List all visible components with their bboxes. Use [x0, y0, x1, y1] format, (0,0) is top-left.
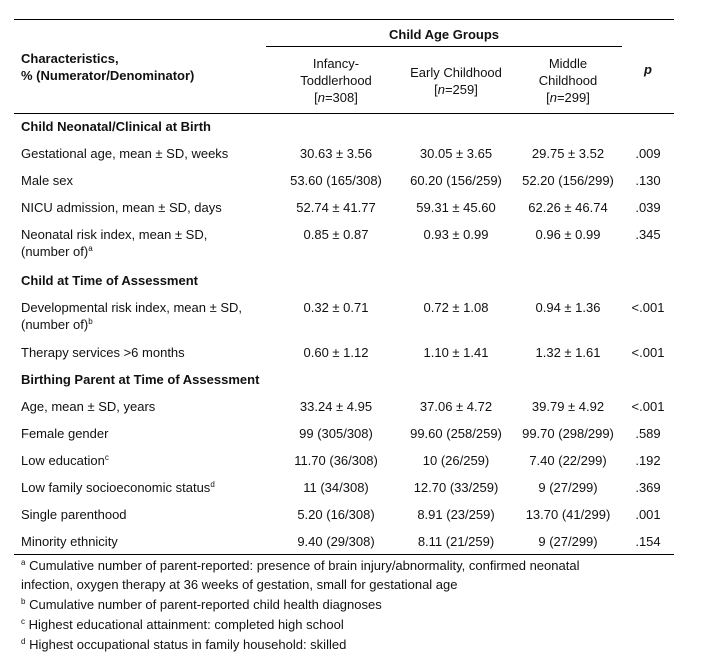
col1-line1: Infancy-	[312, 56, 360, 71]
col-header-middle	[512, 55, 624, 106]
cell-early: 8.91 (23/259)	[417, 507, 495, 522]
cell-middle: 9 (27/299)	[538, 534, 598, 549]
col3-line1: Middle	[548, 56, 588, 71]
row-label: Male sex	[21, 173, 74, 188]
group-title: Child Age Groups	[388, 27, 500, 42]
cell-p: .369	[635, 480, 661, 495]
cell-early: 0.93 ± 0.99	[423, 227, 489, 242]
cell-middle: 0.94 ± 1.36	[535, 300, 601, 315]
row-label: Low education$^c$	[21, 453, 109, 468]
cell-infancy: 99 (305/308)	[299, 426, 373, 441]
cell-p: .039	[635, 200, 661, 215]
table-bottom-rule	[14, 554, 674, 555]
cell-p: .192	[635, 453, 661, 468]
cell-early: 10 (26/259)	[422, 453, 490, 468]
cell-middle: 7.40 (22/299)	[529, 453, 607, 468]
row-label: NICU admission, mean ± SD, days	[21, 200, 222, 215]
cell-early: 30.05 ± 3.65	[419, 146, 493, 161]
row-label: Neonatal risk index, mean ± SD,	[21, 227, 208, 242]
section-assessment: Child at Time of Assessment	[21, 273, 198, 288]
cell-early: 12.70 (33/259)	[413, 480, 499, 495]
cell-middle: 52.20 (156/299)	[522, 173, 614, 188]
col1-line2: Toddlerhood	[300, 73, 372, 88]
cell-p: .001	[635, 507, 661, 522]
cell-middle: 39.79 ± 4.92	[531, 399, 605, 414]
cell-p: <.001	[631, 399, 665, 414]
cell-infancy: 0.32 ± 0.71	[303, 300, 369, 315]
cell-infancy: 9.40 (29/308)	[297, 534, 375, 549]
row-label: Single parenthood	[21, 507, 127, 522]
characteristics-label: Characteristics,	[21, 51, 119, 66]
footnote-c: $^c$ Highest educational attainment: completed high school	[21, 617, 344, 632]
cell-infancy: 11 (34/308)	[303, 480, 369, 495]
cell-early: 37.06 ± 4.72	[419, 399, 493, 414]
row-label: Therapy services >6 months	[21, 345, 185, 360]
cell-infancy: 0.85 ± 0.87	[303, 227, 369, 242]
footnote-a: $^a$ Cumulative number of parent-reported: presence of brain injury/abnormality, confirmed neonatal	[21, 558, 580, 573]
row-label: Low family socioeconomic status$^d$	[21, 480, 215, 495]
cell-early: 8.11 (21/259)	[417, 534, 495, 549]
cell-p: .589	[635, 426, 661, 441]
cell-middle: 9 (27/299)	[538, 480, 598, 495]
cell-p: .130	[635, 173, 661, 188]
col3-line2: Childhood	[538, 73, 598, 88]
section-neonatal: Child Neonatal/Clinical at Birth	[21, 119, 211, 134]
row-label: Gestational age, mean ± SD, weeks	[21, 146, 229, 161]
characteristics-sublabel: % (Numerator/Denominator)	[21, 68, 195, 83]
section-parent: Birthing Parent at Time of Assessment	[21, 372, 260, 387]
cell-middle: 62.26 ± 46.74	[528, 200, 608, 215]
row-label-cont: (number of)$^a$	[21, 244, 93, 259]
footnote-d: $^d$ Highest occupational status in family household: skilled	[21, 637, 347, 652]
cell-early: 59.31 ± 45.60	[416, 200, 496, 215]
cell-middle: 0.96 ± 0.99	[535, 227, 601, 242]
cell-middle: 1.32 ± 1.61	[535, 345, 601, 360]
cell-infancy: 52.74 ± 41.77	[296, 200, 376, 215]
cell-infancy: 11.70 (36/308)	[294, 453, 378, 468]
cell-infancy: 5.20 (16/308)	[297, 507, 375, 522]
footnote-b: $^b$ Cumulative number of parent-reported child health diagnoses	[21, 597, 382, 612]
p-header: p	[644, 62, 652, 77]
cell-p: .154	[635, 534, 661, 549]
cell-infancy: 30.63 ± 3.56	[299, 146, 373, 161]
cell-p: .345	[635, 227, 661, 242]
cell-early: 99.60 (258/259)	[410, 426, 502, 441]
col-header-infancy	[266, 55, 406, 106]
cell-early: 1.10 ± 1.41	[423, 345, 489, 360]
cell-infancy: 33.24 ± 4.95	[299, 399, 373, 414]
cell-infancy: 53.60 (165/308)	[290, 173, 382, 188]
col2-line1: Early Childhood	[410, 65, 502, 80]
group-header-rule	[266, 46, 622, 47]
cell-early: 60.20 (156/259)	[410, 173, 502, 188]
col2-n: [n=259]	[434, 82, 478, 97]
cell-middle: 99.70 (298/299)	[522, 426, 614, 441]
cell-middle: 29.75 ± 3.52	[531, 146, 605, 161]
row-label: Minority ethnicity	[21, 534, 118, 549]
row-label: Developmental risk index, mean ± SD,	[21, 300, 243, 315]
header-bottom-rule	[14, 113, 674, 114]
cell-infancy: 0.60 ± 1.12	[303, 345, 369, 360]
row-label: Female gender	[21, 426, 109, 441]
cell-middle: 13.70 (41/299)	[525, 507, 611, 522]
cell-p: <.001	[631, 345, 665, 360]
col1-n: [n=308]	[314, 90, 358, 105]
top-rule	[14, 19, 674, 20]
col-header-early	[400, 64, 512, 98]
row-label: Age, mean ± SD, years	[21, 399, 156, 414]
cell-p: <.001	[631, 300, 665, 315]
row-label-cont: (number of)$^b$	[21, 317, 93, 332]
col3-n: [n=299]	[546, 90, 590, 105]
cell-early: 0.72 ± 1.08	[423, 300, 489, 315]
footnote-a-cont: infection, oxygen therapy at 36 weeks of gestation, small for gestational age	[21, 577, 458, 592]
cell-p: .009	[635, 146, 661, 161]
